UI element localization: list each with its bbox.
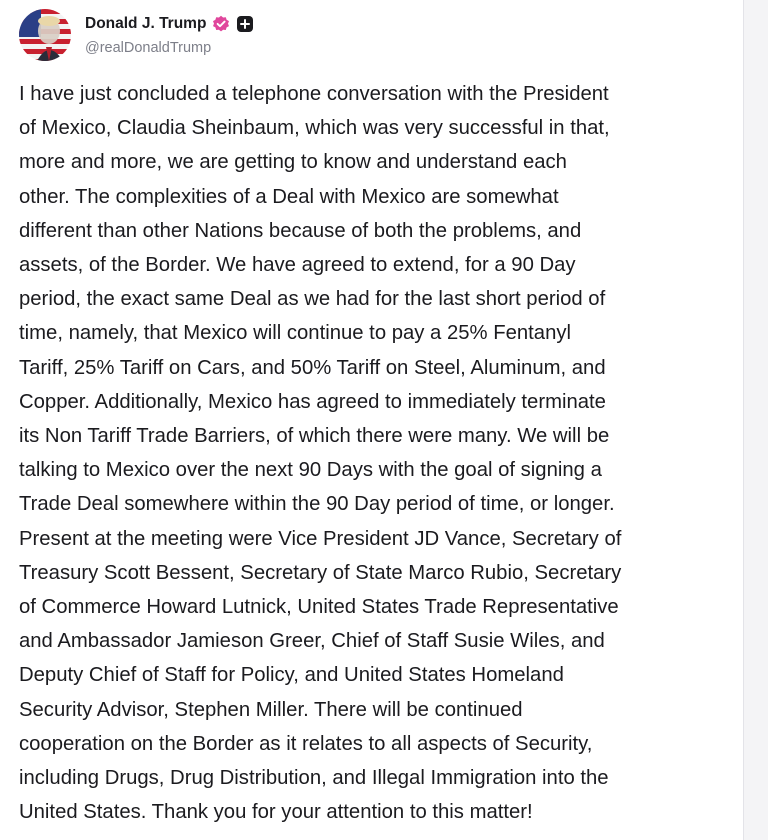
- post-body-text: I have just concluded a telephone conversation with the President of Mexico, Claudia Sheinbaum, which was very successful in that, more and more, we are getting to know and understand each other. The complexities of a Deal with Mexico are somewhat different than other Nations because of both the problems, and assets, of the Border. We have agreed to extend, for a 90 Day period, the exact same Deal as we had for the last short period of time, namely, that Mexico will continue to pay a 25% Fentanyl Tariff, 25% Tariff on Cars, and 50% Tariff on Steel, Aluminum, and Copper. Additionally, Mexico has agreed to immediately terminate its Non Tariff Trade Barriers, of which there were many. We will be talking to Mexico over the next 90 Days with the goal of signing a Trade Deal somewhere within the 90 Day period of time, or longer. Present at the meeting were Vice President JD Vance, Secretary of Treasury Scott Bessent, Secretary of State Marco Rubio, Secretary of Commerce Howard Lutnick, United States Trade Representative and Ambassador Jamieson Greer, Chief of Staff Susie Wiles, and Deputy Chief of Staff for Policy, and United States Homeland Security Advisor, Stephen Miller. There will be continued cooperation on the Border as it relates to all aspects of Security, including Drugs, Drug Distribution, and Illegal Immigration into the United States. Thank you for your attention to this matter!: [19, 83, 622, 824]
- feed-divider: [743, 0, 744, 840]
- page-gutter: [744, 0, 768, 840]
- avatar[interactable]: [19, 9, 71, 61]
- author-name-row: [85, 14, 254, 34]
- avatar-flag-portrait-icon: [19, 9, 71, 61]
- author-display-name[interactable]: Donald J. Trump: [85, 15, 207, 32]
- author-handle[interactable]: @realDonaldTrump: [85, 40, 212, 56]
- verified-badge-icon: [212, 15, 230, 33]
- plus-badge-icon: [236, 15, 254, 33]
- post-header: [19, 9, 719, 61]
